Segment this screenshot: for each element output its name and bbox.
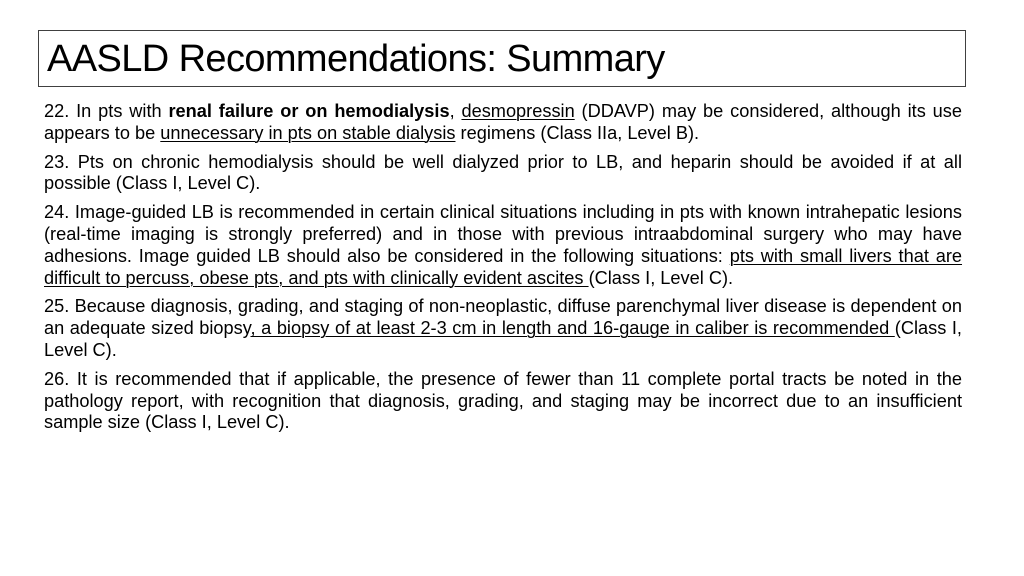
text-segment: 25. Because diagnosis, grading, and staging of non-neoplastic, diffuse parenchymal liver disease is dependent on an adequate sized biopsy xyxy=(44,296,962,339)
text-segment: , xyxy=(449,101,462,121)
text-segment: (Class I, Level C). xyxy=(44,318,962,360)
recommendation-25 xyxy=(44,296,962,361)
text-segment: regimens (Class IIa, Level B). xyxy=(455,122,700,143)
underlined-segment: pts with small livers that are difficult to percuss, obese pts, and pts with clinically evident ascites xyxy=(44,245,963,288)
underlined-segment: unnecessary in pts on stable dialysis xyxy=(160,122,456,143)
slide-title: AASLD Recommendations: Summary xyxy=(47,38,665,80)
underlined-segment: desmopressin xyxy=(461,101,575,121)
title-box xyxy=(38,30,966,87)
text-segment: 26. It is recommended that if applicable, the presence of fewer than 11 complete portal tracts be noted in the pathology report, with recognition that diagnosis, grading, and staging may be incorrect due to an insufficient sample size (Class I, Level C). xyxy=(44,368,962,433)
underlined-segment: , a biopsy of at least 2-3 cm in length and 16-gauge in caliber is recommended xyxy=(250,318,895,339)
text-segment: (Class I, Level C). xyxy=(588,267,734,288)
recommendation-26 xyxy=(44,369,962,434)
recommendation-24 xyxy=(44,202,962,289)
text-segment: (DDAVP) may be considered, although its use appears to be xyxy=(44,101,962,143)
text-segment: 23. Pts on chronic hemodialysis should be well dialyzed prior to LB, and heparin should be avoided if at all possible (Class I, Level C). xyxy=(44,151,962,194)
recommendation-23 xyxy=(44,152,962,196)
text-segment: 24. Image-guided LB is recommended in certain clinical situations including in pts with known intrahepatic lesions (real-time imaging is strongly preferred) and in those with previous intraabdominal surgery who may have adhesions. Image guided LB should also be considered in the following situations: xyxy=(44,202,962,266)
text-segment: 22. In pts with xyxy=(44,101,169,121)
bold-segment: renal failure or on hemodialysis xyxy=(168,101,450,121)
recommendation-22 xyxy=(44,101,962,145)
recommendations-body xyxy=(44,101,962,441)
